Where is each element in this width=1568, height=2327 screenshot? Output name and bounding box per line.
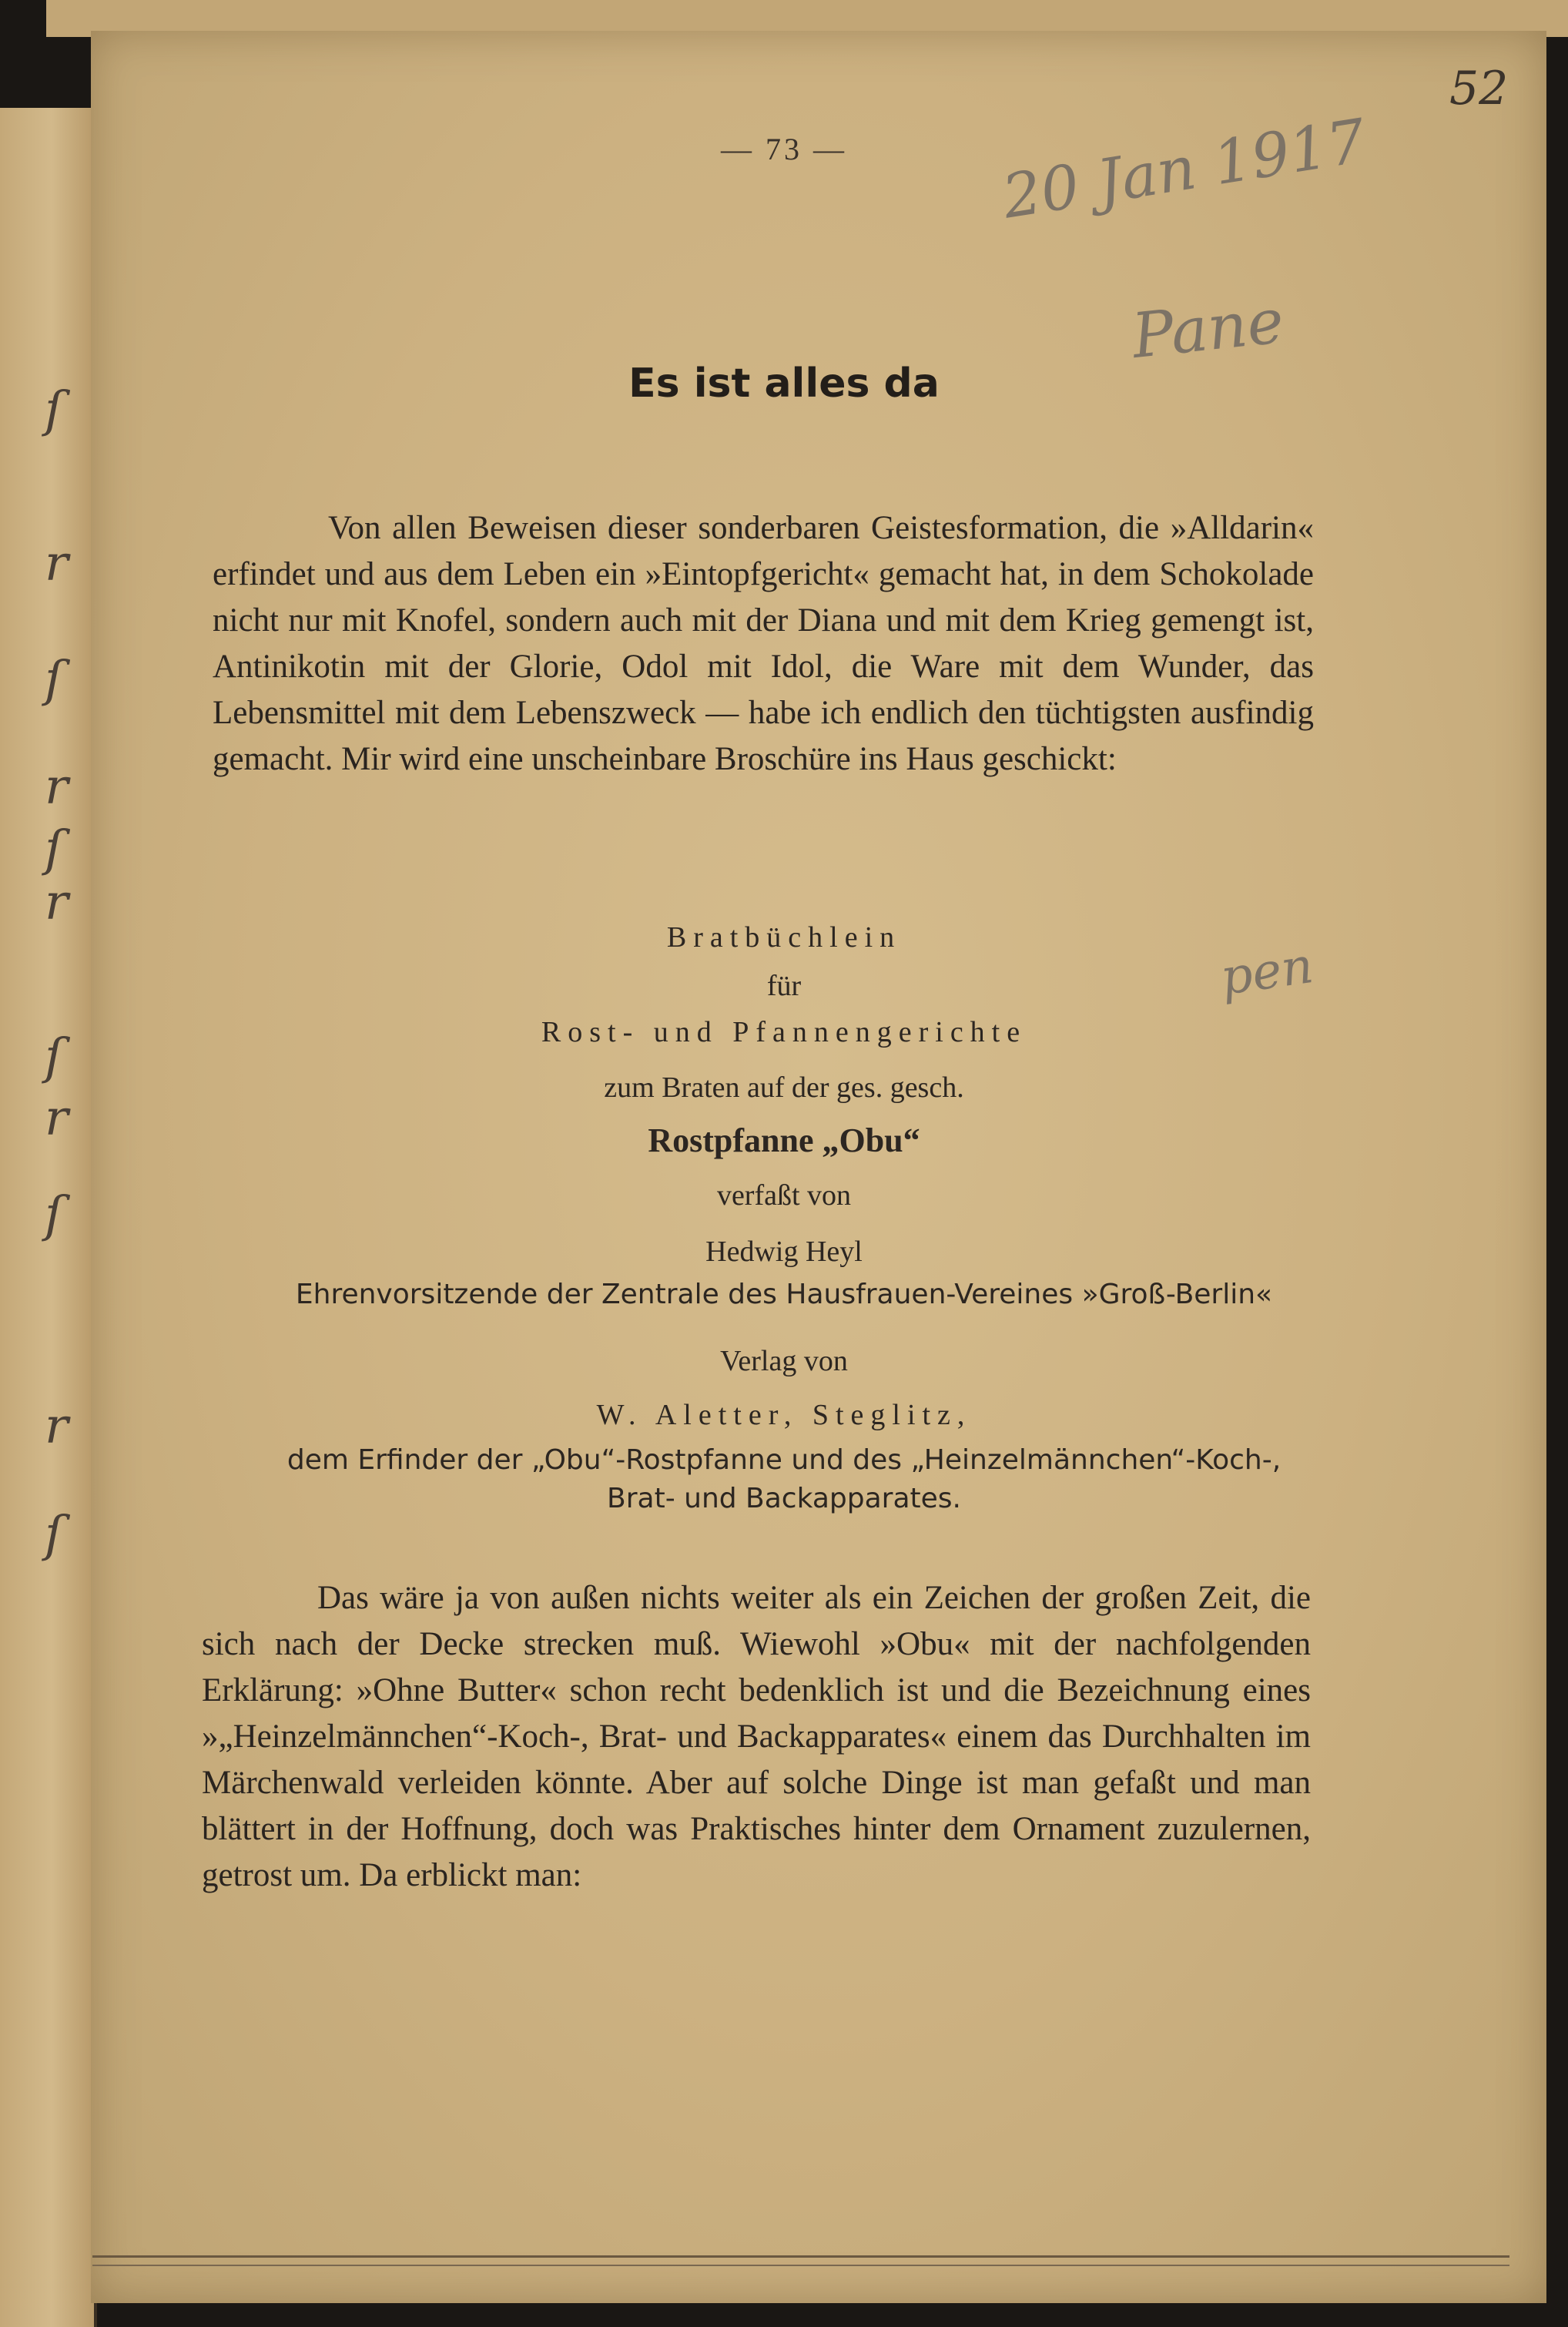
margin-mark: ſ bbox=[45, 1028, 63, 1085]
margin-mark: r bbox=[45, 1398, 69, 1455]
margin-mark: r bbox=[45, 759, 69, 816]
margin-mark: r bbox=[45, 535, 69, 592]
booklet-line: zum Braten auf der ges. gesch. bbox=[604, 1071, 964, 1104]
booklet-line: für bbox=[766, 970, 802, 1002]
booklet-publisher-desc: dem Erfinder der „Obu“-Rostpfanne und des „Heinzelmännchen“-Koch-, bbox=[286, 1444, 1282, 1476]
booklet-line: verfaßt von bbox=[716, 1179, 852, 1212]
booklet-product-name: Rostpfanne „Obu“ bbox=[648, 1122, 920, 1159]
margin-mark: ſ bbox=[45, 820, 63, 877]
margin-mark: r bbox=[45, 874, 69, 931]
booklet-subtitle: Rost- und Pfannengerichte bbox=[541, 1016, 1027, 1048]
page-number: — 73 — bbox=[721, 132, 847, 166]
body-paragraph bbox=[202, 1575, 1311, 1899]
margin-mark: ſ bbox=[45, 381, 63, 438]
archive-number: 52 bbox=[1449, 62, 1509, 116]
margin-mark: ſ bbox=[45, 651, 63, 708]
paragraph-text: Das wäre ja von außen nichts weiter als ein Zeichen der großen Zeit, die sich nach der Decke strecken muß. Wiewohl »Obu« mit der nachfolgenden Erklärung: »Ohne Butter« schon recht bedenklich ist und die Bezeichnung eines »„Heinzelmännchen“-Koch-, Brat- und Backapparates« einem das Durchhalten im Märchenwald verleiden könnte. Aber auf solche Dinge ist man gefaßt und man blättert in der Hoffnung, doch was Praktisches hinter dem Ornament zuzulernen, getrost um. Da erblickt man: bbox=[202, 1580, 1311, 1893]
booklet-author-title: Ehrenvorsitzende der Zentrale des Hausfrauen-Vereines »Groß-Berlin« bbox=[295, 1279, 1273, 1310]
pencil-margin-note: pen bbox=[1217, 937, 1317, 1007]
article-title: Es ist alles da bbox=[628, 360, 940, 407]
booklet-publisher-desc: Brat- und Backapparates. bbox=[607, 1483, 961, 1514]
booklet-author: Hedwig Heyl bbox=[705, 1236, 863, 1268]
pencil-initials: Pane bbox=[1128, 284, 1288, 373]
booklet-publisher: W. Aletter, Steglitz, bbox=[596, 1399, 972, 1431]
booklet-line: Verlag von bbox=[720, 1345, 848, 1377]
margin-mark: ſ bbox=[45, 1506, 63, 1563]
pencil-date-note: 20 Jan 1917 bbox=[997, 106, 1371, 233]
margin-mark: ſ bbox=[45, 1186, 63, 1243]
paragraph-text: Von allen Beweisen dieser sonderbaren Geistesformation, die »Alldarin« erfindet und aus dem Leben ein »Eintopfgericht« gemacht hat, in dem Schokolade nicht nur mit Knofel, sondern auch mit der Diana und mit dem Krieg gemengt ist, Antinikotin mit der Glorie, Odol mit Idol, die Ware mit dem Wunder, das Lebensmittel mit dem Lebenszweck — habe ich endlich den tüchtigsten ausfindig gemacht. Mir wird eine unscheinbare Broschüre ins Haus geschickt: bbox=[213, 510, 1314, 777]
booklet-title: Bratbüchlein bbox=[666, 921, 902, 954]
body-paragraph bbox=[213, 505, 1314, 783]
margin-mark: r bbox=[45, 1090, 69, 1147]
